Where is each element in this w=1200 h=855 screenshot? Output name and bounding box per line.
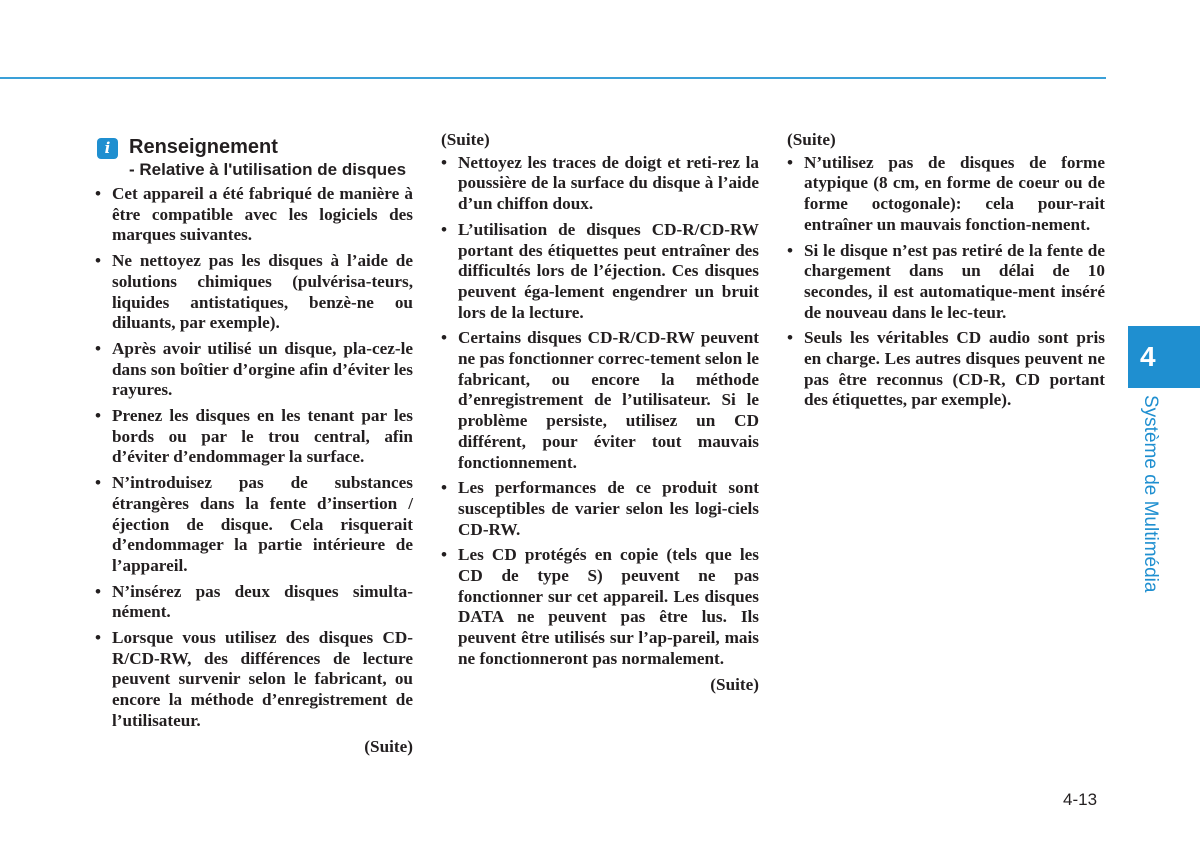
- bullet-dot: •: [95, 581, 102, 601]
- bullet-dot: •: [441, 545, 448, 565]
- bullet-dot: •: [95, 338, 102, 358]
- list-item: • Certains disques CD-R/CD-RW peuvent ne pas fonctionner correc-tement selon le fabricant, ou encore la méthode d’enregistrement de l’utilisateur. Si le problème persiste, utilisez un CD différent, pour éviter tout mauvais fonctionnement.: [441, 328, 759, 472]
- list-item: • Seuls les véritables CD audio sont pris en charge. Les autres disques peuvent ne pas être reconnus (CD-R, CD portant des étiquettes, par exemple).: [787, 328, 1105, 410]
- continued-label: (Suite): [787, 130, 836, 149]
- bullet-list: [95, 184, 413, 732]
- continued-label: (Suite): [441, 130, 490, 149]
- list-item: • Lorsque vous utilisez des disques CD-R/CD-RW, des différences de lecture peuvent survenir selon le fabricant, ou encore la méthode d’enregistrement de l’utilisateur.: [95, 628, 413, 730]
- bullet-dot: •: [95, 251, 102, 271]
- bullet-dot: •: [95, 473, 102, 493]
- chapter-title: Système de Multimédia: [1140, 395, 1161, 593]
- page-number: 4-13: [1063, 790, 1098, 809]
- column-3: [787, 130, 1105, 416]
- continued-label: (Suite): [710, 674, 759, 694]
- list-item: • N’insérez pas deux disques simulta-nément.: [95, 581, 413, 622]
- info-icon: i: [97, 138, 118, 159]
- list-item: • N’utilisez pas de disques de forme atypique (8 cm, en forme de coeur ou de forme octogonale): cela pour-rait entraîner un mauvais fonction-nement.: [787, 152, 1105, 234]
- continued-label: (Suite): [364, 736, 413, 756]
- bullet-dot: •: [787, 240, 794, 260]
- column-1: [95, 130, 413, 757]
- info-heading: [95, 135, 413, 180]
- list-item: • Après avoir utilisé un disque, pla-cez-le dans son boîtier d’orgine afin d’éviter les rayures.: [95, 338, 413, 400]
- bullet-dot: •: [95, 628, 102, 648]
- bullet-dot: •: [441, 219, 448, 239]
- list-item: • Les performances de ce produit sont susceptibles de varier selon les logi-ciels CD-RW.: [441, 478, 759, 539]
- bullet-list: [787, 153, 1105, 411]
- list-item: • N’introduisez pas de substances étrangères dans la fente d’insertion / éjection de disque. Cela risquerait d’endommager la partie intérieure de l’appareil.: [95, 473, 413, 575]
- bullet-dot: •: [95, 184, 102, 203]
- list-item: • Nettoyez les traces de doigt et reti-rez la poussière de la surface du disque à l’aide d’un chiffon doux.: [441, 152, 759, 214]
- bullet-dot: •: [787, 328, 794, 348]
- bullet-dot: •: [441, 328, 448, 348]
- column-2: [441, 130, 759, 695]
- header-rule: [0, 77, 1106, 79]
- chapter-number-tab: 4: [1128, 326, 1200, 388]
- bullet-dot: •: [441, 152, 448, 172]
- info-subtitle: - Relative à l'utilisation de disques: [129, 160, 407, 179]
- bullet-dot: •: [787, 152, 794, 172]
- bullet-list: [441, 153, 759, 670]
- bullet-dot: •: [95, 406, 102, 426]
- list-item: • Prenez les disques en les tenant par les bords ou par le trou central, afin d’éviter d’endommager la surface.: [95, 406, 413, 467]
- bullet-dot: •: [441, 478, 448, 498]
- list-item: • Les CD protégés en copie (tels que les CD de type S) peuvent ne pas fonctionner sur cet appareil. Les disques DATA ne peuvent pas être lus. Ils peuvent être utilisés sur l’ap-pareil, mais ne fonctionneront pas normalement.: [441, 545, 759, 668]
- info-title: Renseignement: [129, 136, 278, 158]
- list-item: • Ne nettoyez pas les disques à l’aide de solutions chimiques (pulvérisa-teurs, liquides antistatiques, benzè-ne ou diluants, par exemple).: [95, 251, 413, 333]
- list-item: • Si le disque n’est pas retiré de la fente de chargement dans un délai de 10 secondes, il est automatique-ment inséré de nouveau dans le lec-teur.: [787, 240, 1105, 322]
- list-item: • L’utilisation de disques CD-R/CD-RW portant des étiquettes peut entraîner des difficultés lors de l’éjection. Ces disques peuvent éga-lement engendrer un bruit lors de la lecture.: [441, 219, 759, 322]
- list-item: • Cet appareil a été fabriqué de manière à être compatible avec les logiciels des marques suivantes.: [95, 184, 413, 245]
